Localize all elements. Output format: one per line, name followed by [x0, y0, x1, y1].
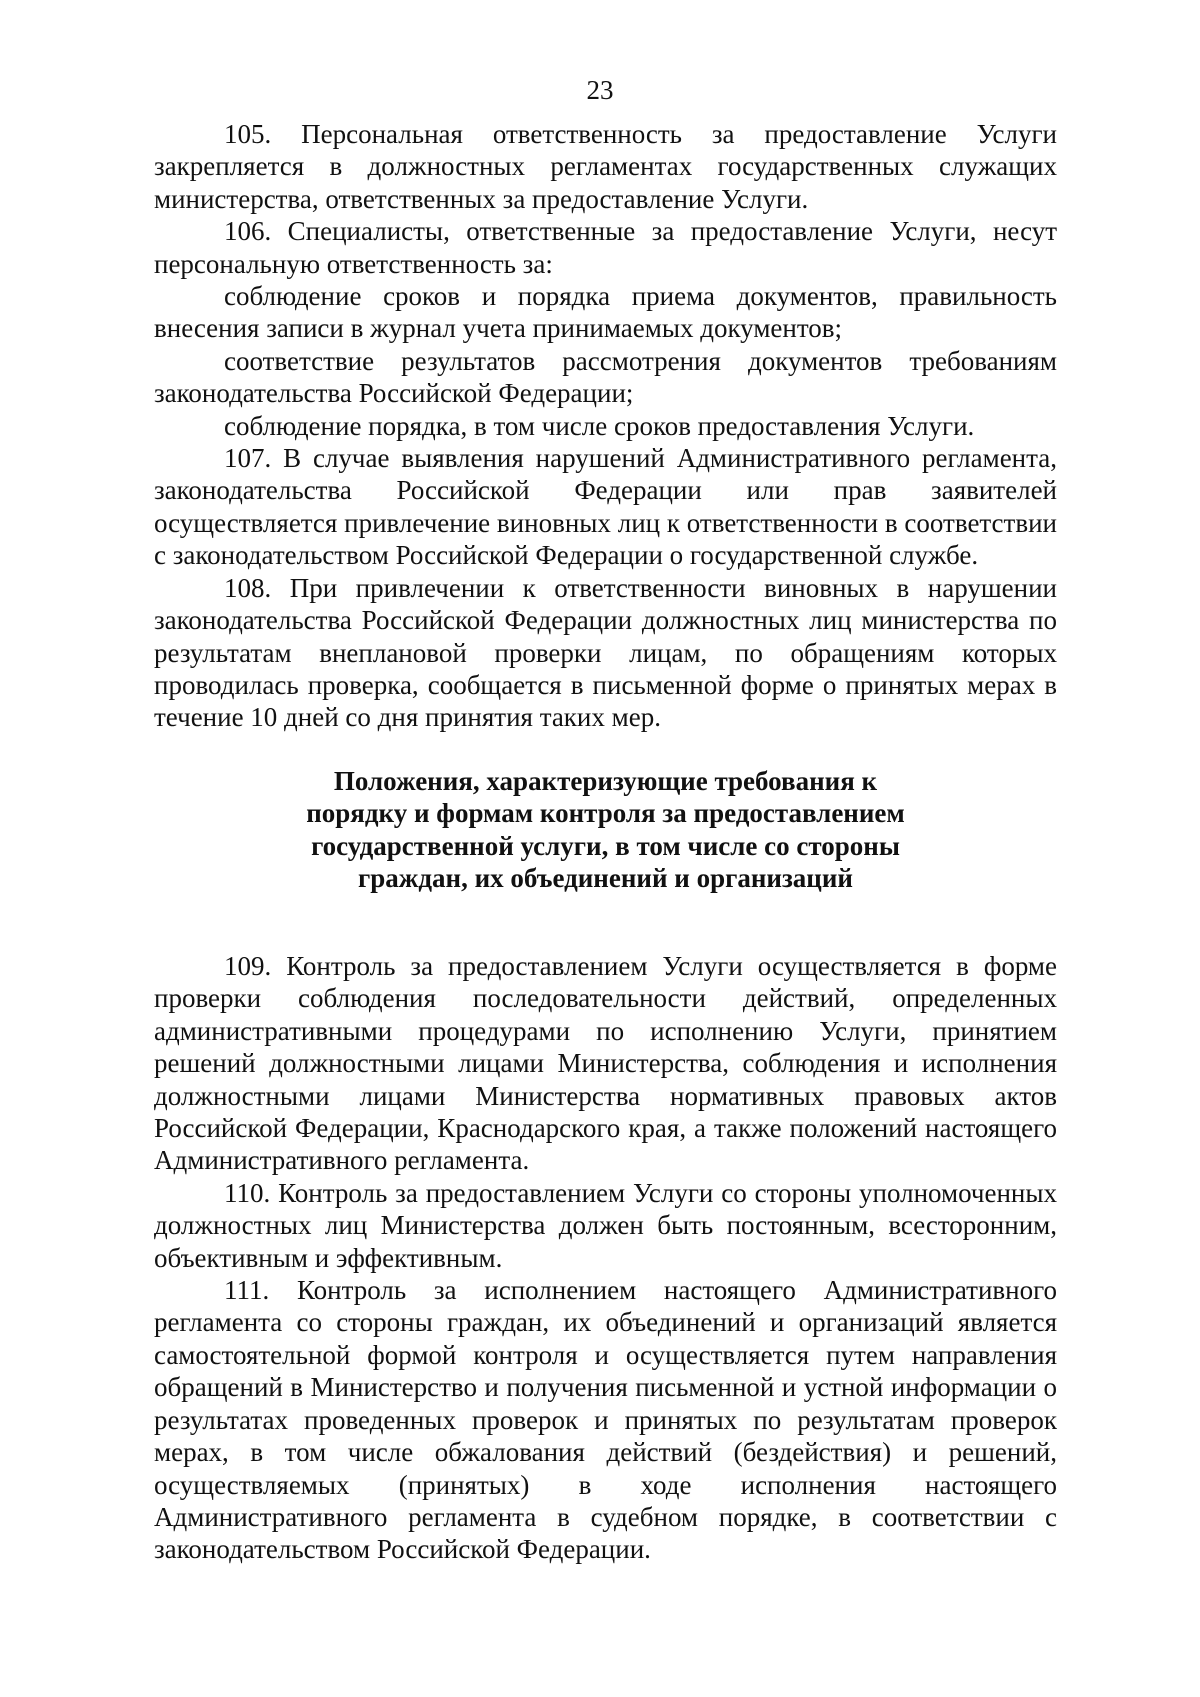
paragraph-107: 107. В случае выявления нарушений Административного регламента, законодательства Российской Федерации или прав заявителей осуществляется привлечение виновных лиц к ответственности в соответствии с законодательством Российской Федерации о государственной службе. — [154, 443, 1057, 571]
heading-line: порядку и формам контроля за предоставлением — [306, 798, 905, 829]
list-item: соблюдение порядка, в том числе сроков предоставления Услуги. — [224, 410, 975, 441]
page-number: 23 — [586, 75, 614, 105]
paragraph-110: 110. Контроль за предоставлением Услуги со стороны уполномоченных должностных лиц Министерства должен быть постоянным, всесторонним, объективным и эффективным. — [154, 1177, 1057, 1273]
paragraph-109: 109. Контроль за предоставлением Услуги осуществляется в форме проверки соблюдения последовательности действий, определенных административными процедурами по исполнению Услуги, принятием решений должностными лицами Министерства, соблюдения и исполнения должностными лицами Министерства нормативных правовых актов Российской Федерации, Краснодарского края, а также положений настоящего Административного регламента. — [154, 951, 1057, 1176]
heading-line: граждан, их объединений и организаций — [358, 863, 853, 894]
heading-line: Положения, характеризующие требования к — [333, 766, 878, 796]
section-1-text — [154, 118, 1057, 734]
section-heading — [154, 765, 1057, 895]
list-item: соблюдение сроков и порядка приема документов, правильность внесения записи в журнал учета принимаемых документов; — [154, 281, 1057, 344]
paragraph-111: 111. Контроль за исполнением настоящего Административного регламента со стороны граждан, их объединений и организаций является самостоятельной формой контроля и осуществляется путем направления обращений в Министерство и получения письменной и устной информации о результатах проведенных проверок и принятых по результатам проверок мерах, в том числе обжалования действий (бездействия) и решений, осуществляемых (принятых) в ходе исполнения настоящего Административного регламента в судебном порядке, в соответствии с законодательством Российской Федерации. — [154, 1275, 1057, 1565]
heading-line: государственной услуги, в том числе со стороны — [311, 830, 900, 861]
section-2-text — [154, 950, 1057, 1566]
paragraph-108: 108. При привлечении к ответственности виновных в нарушении законодательства Российской Федерации должностных лиц министерства по результатам внеплановой проверки лицам, по обращениям которых проводилась проверка, сообщается в письменной форме о принятых мерах в течение 10 дней со дня принятия таких мер. — [154, 572, 1057, 733]
paragraph-105: 105. Персональная ответственность за предоставление Услуги закрепляется в должностных регламентах государственных служащих министерства, ответственных за предоставление Услуги. — [154, 119, 1057, 214]
list-item: соответствие результатов рассмотрения документов требованиям законодательства Российской Федерации; — [154, 345, 1057, 409]
paragraph-106: 106. Специалисты, ответственные за предоставление Услуги, несут персональную ответственность за: — [154, 216, 1057, 279]
